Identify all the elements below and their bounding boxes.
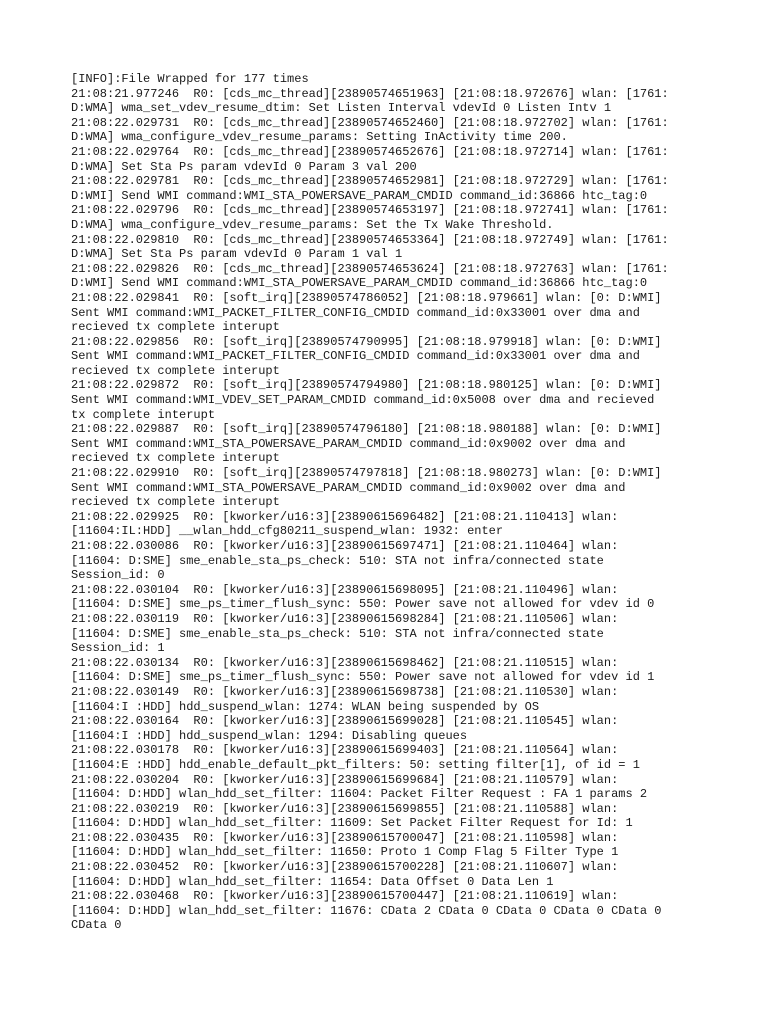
log-line: Sent WMI command:WMI_STA_POWERSAVE_PARAM_CMDID command_id:0x9002 over dma and bbox=[71, 480, 626, 495]
log-line: 21:08:22.030219 R0: [kworker/u16:3][23890615699855] [21:08:21.110588] wlan: bbox=[71, 801, 619, 816]
log-line: [11604:I :HDD] hdd_suspend_wlan: 1274: WLAN being suspended by OS bbox=[71, 699, 540, 714]
log-line: 21:08:22.029910 R0: [soft_irq][23890574797818] [21:08:18.980273] wlan: [0: D:WMI] bbox=[71, 466, 662, 481]
log-line: recieved tx complete interupt bbox=[71, 320, 280, 335]
log-line: 21:08:22.029856 R0: [soft_irq][23890574790995] [21:08:18.979918] wlan: [0: D:WMI] bbox=[71, 334, 662, 349]
log-line: 21:08:22.029826 R0: [cds_mc_thread][23890574653624] [21:08:18.972763] wlan: [1761: bbox=[71, 261, 669, 276]
log-line: 21:08:22.030452 R0: [kworker/u16:3][23890615700228] [21:08:21.110607] wlan: bbox=[71, 860, 619, 875]
log-line: 21:08:22.030086 R0: [kworker/u16:3][23890615697471] [21:08:21.110464] wlan: bbox=[71, 539, 619, 553]
log-line: D:WMA] wma_set_vdev_resume_dtim: Set Listen Interval vdevId 0 Listen Intv 1 bbox=[71, 101, 612, 116]
log-line: 21:08:22.030134 R0: [kworker/u16:3][23890615698462] [21:08:21.110515] wlan: bbox=[71, 655, 619, 670]
log-line: 21:08:22.029810 R0: [cds_mc_thread][23890574653364] [21:08:18.972749] wlan: [1761: bbox=[71, 232, 669, 247]
log-line: 21:08:22.029872 R0: [soft_irq][23890574794980] [21:08:18.980125] wlan: [0: D:WMI] bbox=[71, 378, 662, 393]
log-line: Session_id: 0 bbox=[71, 568, 165, 583]
log-line: CData 0 bbox=[71, 918, 122, 933]
log-line: 21:08:22.029764 R0: [cds_mc_thread][23890574652676] [21:08:18.972714] wlan: [1761: bbox=[71, 144, 669, 159]
log-document bbox=[71, 72, 711, 933]
log-line: 21:08:22.030204 R0: [kworker/u16:3][23890615699684] [21:08:21.110579] wlan: bbox=[71, 772, 619, 787]
log-line: recieved tx complete interupt bbox=[71, 363, 280, 378]
log-line: 21:08:22.030104 R0: [kworker/u16:3][23890615698095] [21:08:21.110496] wlan: bbox=[71, 582, 619, 597]
log-line: tx complete interupt bbox=[71, 407, 216, 422]
log-line: [11604:E :HDD] hdd_enable_default_pkt_filters: 50: setting filter[1], of id = 1 bbox=[71, 757, 640, 772]
log-line: [11604:I :HDD] hdd_suspend_wlan: 1294: Disabling queues bbox=[71, 728, 468, 743]
log-line: 21:08:21.977246 R0: [cds_mc_thread][23890574651963] [21:08:18.972676] wlan: [1761: bbox=[71, 86, 669, 101]
log-line: D:WMI] Send WMI command:WMI_STA_POWERSAVE_PARAM_CMDID command_id:36866 htc_tag:0 bbox=[71, 188, 648, 203]
log-line: [11604:IL:HDD] __wlan_hdd_cfg80211_suspend_wlan: 1932: enter bbox=[71, 524, 504, 539]
log-line: 21:08:22.030149 R0: [kworker/u16:3][23890615698738] [21:08:21.110530] wlan: bbox=[71, 684, 619, 699]
log-line: [11604: D:HDD] wlan_hdd_set_filter: 11654: Data Offset 0 Data Len 1 bbox=[71, 874, 554, 889]
log-line: 21:08:22.030119 R0: [kworker/u16:3][23890615698284] [21:08:21.110506] wlan: bbox=[71, 611, 619, 626]
log-line: [11604: D:HDD] wlan_hdd_set_filter: 11676: CData 2 CData 0 CData 0 CData 0 CData 0 bbox=[71, 903, 662, 918]
log-line: recieved tx complete interupt bbox=[71, 495, 280, 510]
log-line: [11604: D:SME] sme_ps_timer_flush_sync: 550: Power save not allowed for vdev id 0 bbox=[71, 597, 655, 612]
log-line: 21:08:22.029925 R0: [kworker/u16:3][23890615696482] [21:08:21.110413] wlan: bbox=[71, 509, 619, 524]
log-line: 21:08:22.030164 R0: [kworker/u16:3][23890615699028] [21:08:21.110545] wlan: bbox=[71, 714, 619, 729]
log-line: D:WMI] Send WMI command:WMI_STA_POWERSAVE_PARAM_CMDID command_id:36866 htc_tag:0 bbox=[71, 276, 648, 291]
log-line: 21:08:22.029796 R0: [cds_mc_thread][23890574653197] [21:08:18.972741] wlan: [1761: bbox=[71, 203, 669, 218]
log-line: Sent WMI command:WMI_STA_POWERSAVE_PARAM_CMDID command_id:0x9002 over dma and bbox=[71, 436, 626, 451]
log-line: Sent WMI command:WMI_PACKET_FILTER_CONFIG_CMDID command_id:0x33001 over dma and bbox=[71, 305, 640, 320]
log-line: 21:08:22.029841 R0: [soft_irq][23890574786052] [21:08:18.979661] wlan: [0: D:WMI] bbox=[71, 290, 662, 305]
log-line: Session_id: 1 bbox=[71, 641, 165, 656]
log-line: D:WMA] Set Sta Ps param vdevId 0 Param 1 val 1 bbox=[71, 247, 403, 262]
log-line: [11604: D:HDD] wlan_hdd_set_filter: 11650: Proto 1 Comp Flag 5 Filter Type 1 bbox=[71, 845, 619, 860]
log-line: [11604: D:HDD] wlan_hdd_set_filter: 11604: Packet Filter Request : FA 1 params 2 bbox=[71, 787, 648, 802]
log-line: [11604: D:SME] sme_enable_sta_ps_check: 510: STA not infra/connected state bbox=[71, 626, 604, 641]
log-line: [INFO]:File Wrapped for 177 times bbox=[71, 72, 309, 86]
log-line: D:WMA] wma_configure_vdev_resume_params: Setting InActivity time 200. bbox=[71, 130, 568, 145]
log-line: Sent WMI command:WMI_PACKET_FILTER_CONFIG_CMDID command_id:0x33001 over dma and bbox=[71, 349, 640, 364]
log-line: [11604: D:SME] sme_enable_sta_ps_check: 510: STA not infra/connected state bbox=[71, 553, 604, 568]
log-line: D:WMA] wma_configure_vdev_resume_params: Set the Tx Wake Threshold. bbox=[71, 217, 554, 232]
log-line: [11604: D:HDD] wlan_hdd_set_filter: 11609: Set Packet Filter Request for Id: 1 bbox=[71, 816, 633, 831]
log-line: 21:08:22.030178 R0: [kworker/u16:3][23890615699403] [21:08:21.110564] wlan: bbox=[71, 743, 619, 758]
log-line: Sent WMI command:WMI_VDEV_SET_PARAM_CMDID command_id:0x5008 over dma and recieved bbox=[71, 393, 655, 408]
log-line: 21:08:22.029731 R0: [cds_mc_thread][23890574652460] [21:08:18.972702] wlan: [1761: bbox=[71, 115, 669, 130]
log-line: 21:08:22.029781 R0: [cds_mc_thread][23890574652981] [21:08:18.972729] wlan: [1761: bbox=[71, 174, 669, 189]
log-line: 21:08:22.030435 R0: [kworker/u16:3][23890615700047] [21:08:21.110598] wlan: bbox=[71, 830, 619, 845]
log-line: [11604: D:SME] sme_ps_timer_flush_sync: 550: Power save not allowed for vdev id 1 bbox=[71, 670, 655, 685]
log-line: 21:08:22.030468 R0: [kworker/u16:3][23890615700447] [21:08:21.110619] wlan: bbox=[71, 889, 619, 904]
log-line: D:WMA] Set Sta Ps param vdevId 0 Param 3 val 200 bbox=[71, 159, 417, 174]
log-line: 21:08:22.029887 R0: [soft_irq][23890574796180] [21:08:18.980188] wlan: [0: D:WMI] bbox=[71, 422, 662, 437]
log-line: recieved tx complete interupt bbox=[71, 451, 280, 466]
